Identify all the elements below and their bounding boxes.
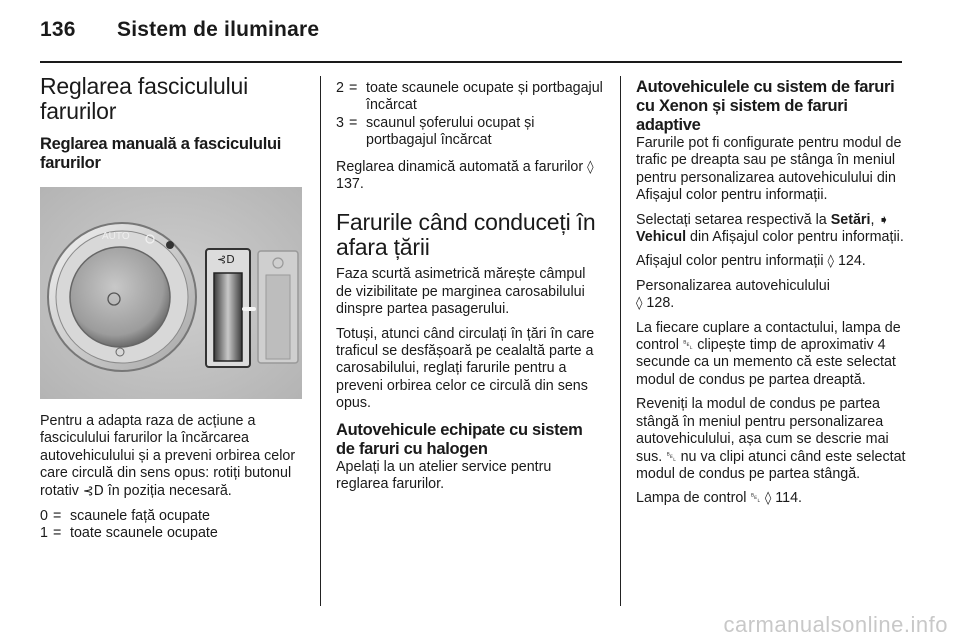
- control-lamp-icon: ␇: [666, 449, 677, 465]
- paragraph: Lampa de control ␇ ◊ 114.: [636, 490, 803, 507]
- list-item: 1 = toate scaunele ocupate: [40, 525, 218, 542]
- section-heading: Farurile când conduceți în afara țării: [336, 209, 596, 261]
- page-number: 136: [40, 18, 76, 41]
- section-heading: Reglarea fasciculului farurilor: [40, 73, 249, 124]
- headlight-range-wheel[interactable]: [214, 273, 242, 361]
- page-ref-icon: ◊: [636, 296, 643, 312]
- headlight-range-icon: ⊰D: [82, 483, 104, 499]
- paragraph: Reveniți la modul de condus pe partea stângă în meniul pentru personalizarea autovehiculului, așa cum se descrie mai sus. ␇ nu va clipi atunci când este selectat modul de condus pe partea stângă.: [636, 396, 906, 482]
- paragraph: La fiecare cuplare a contactului, lampa de control ␇ clipește timp de aproximativ 4 secunde ca un memento că este selectat modul de condus pe partea dreaptă.: [636, 319, 901, 388]
- paragraph: Faza scurtă asimetrică mărește câmpul de vizibilitate pe marginea carosabilului dinspre partea pasagerului.: [336, 266, 586, 318]
- header-rule: [40, 61, 902, 63]
- column-1: [40, 74, 304, 543]
- paragraph: Personalizarea autovehiculului ◊ 128.: [636, 277, 830, 312]
- paragraph: Farurile pot fi configurate pentru modul de trafic pe dreapta sau pe stânga în meniul pentru personalizarea autovehiculului din Afișajul color pentru informații.: [636, 135, 902, 204]
- headlight-switch-photo: [40, 187, 302, 399]
- column-divider-1: [320, 76, 321, 606]
- list-item: 3 = scaunul șoferului ocupat și portbagajul încărcat: [336, 114, 535, 149]
- page-header: [40, 18, 910, 58]
- subsection-heading: Autovehiculele cu sistem de faruri cu Xenon și sistem de faruri adaptive: [636, 78, 895, 134]
- list-item: 2 = toate scaunele ocupate și portbagajul încărcat: [336, 80, 603, 114]
- settings-menu-label: Setări: [830, 211, 871, 228]
- auto-label: AUTO: [102, 231, 130, 242]
- instruction-paragraph: Pentru a adapta raza de acțiune a fasciculului farurilor la încărcarea autovehiculului și a preveni orbirea celor care circulă din sens opus: rotiți butonul rotativ ⊰D în poziția necesară.: [40, 413, 296, 499]
- watermark: carmanualsonline.info: [723, 612, 948, 637]
- arrow-icon: ➧: [878, 212, 890, 228]
- page-ref-icon: ◊: [827, 254, 834, 270]
- column-2: [336, 80, 604, 494]
- page-ref-icon: ◊: [764, 491, 772, 507]
- chapter-title: Sistem de iluminare: [117, 18, 320, 41]
- page-ref-icon: ◊: [587, 159, 594, 175]
- dynamic-leveling-paragraph: Reglarea dinamică automată a farurilor ◊ 137.: [336, 158, 594, 193]
- column-3: [636, 78, 908, 508]
- control-lamp-icon: ␇: [750, 491, 761, 507]
- load-list: [40, 508, 304, 543]
- settings-paragraph: Selectați setarea respectivă la Setări, ➧ Vehicul din Afișajul color pentru informații.: [636, 211, 904, 246]
- subsection-heading: Reglarea manuală a fasciculului farurilor: [40, 135, 282, 172]
- paragraph: Totuși, atunci când circulați în țări în care traficul se desfășoară pe cealaltă parte a carosabilului, reglați farurile pentru a preveni orbirea celor ce circulă din sens opus.: [336, 325, 595, 412]
- paragraph: Afișajul color pentru informații ◊ 124.: [636, 253, 866, 270]
- control-lamp-icon: ␇: [682, 338, 694, 354]
- load-list-continued: [336, 80, 604, 150]
- column-divider-2: [620, 76, 621, 606]
- light-switch-illustration: [40, 187, 302, 399]
- paragraph: Apelați la un atelier service pentru reglarea farurilor.: [336, 458, 552, 493]
- vehicle-menu-label: Vehicul: [636, 229, 687, 246]
- headlight-range-icon: ⊰D: [217, 253, 235, 266]
- list-item: 0 = scaunele față ocupate: [40, 508, 210, 525]
- subsection-heading: Autovehicule echipate cu sistem de faruri cu halogen: [336, 420, 583, 458]
